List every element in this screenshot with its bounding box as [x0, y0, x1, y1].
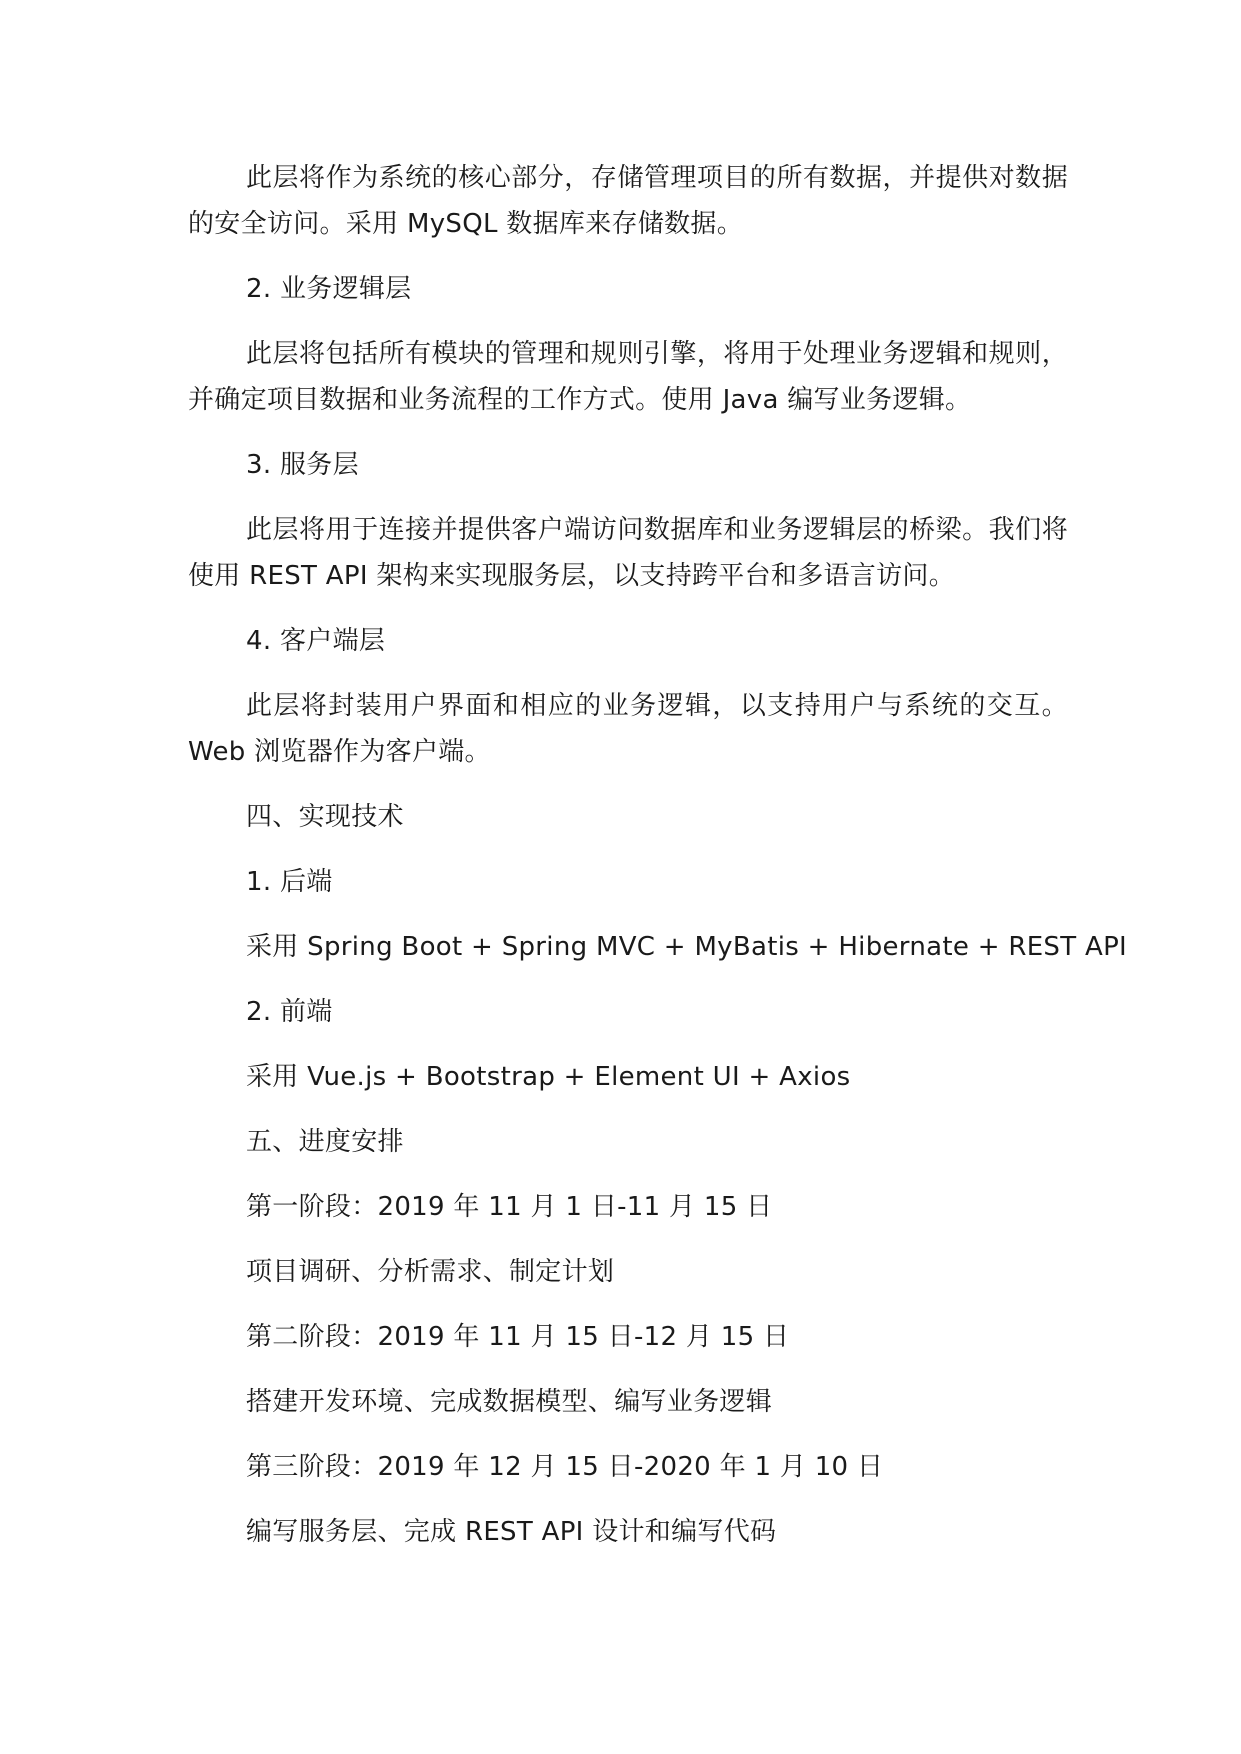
schedule-phase-2-tasks: 搭建开发环境、完成数据模型、编写业务逻辑 — [246, 1387, 773, 1417]
heading-business-logic-layer: 2. 业务逻辑层 — [246, 274, 412, 304]
schedule-phase-1-date: 第一阶段：2019 年 11 月 1 日-11 月 15 日 — [246, 1192, 773, 1222]
heading-schedule: 五、进度安排 — [246, 1127, 404, 1157]
schedule-phase-3-date: 第三阶段：2019 年 12 月 15 日-2020 年 1 月 10 日 — [246, 1452, 884, 1482]
heading-service-layer: 3. 服务层 — [246, 450, 359, 480]
schedule-phase-3-tasks: 编写服务层、完成 REST API 设计和编写代码 — [246, 1517, 777, 1547]
schedule-phase-2-date: 第二阶段：2019 年 11 月 15 日-12 月 15 日 — [246, 1322, 790, 1352]
heading-implementation-tech: 四、实现技术 — [246, 802, 404, 832]
heading-backend: 1. 后端 — [246, 867, 333, 897]
paragraph-service-layer: 此层将用于连接并提供客户端访问数据库和业务逻辑层的桥梁。我们将使用 REST API 架构来实现服务层，以支持跨平台和多语言访问。 — [188, 515, 1068, 591]
heading-client-layer: 4. 客户端层 — [246, 626, 386, 656]
text-frontend-stack: 采用 Vue.js + Bootstrap + Element UI + Axios — [246, 1062, 851, 1092]
document-body — [188, 155, 1128, 1555]
heading-frontend: 2. 前端 — [246, 997, 333, 1027]
schedule-phase-1-tasks: 项目调研、分析需求、制定计划 — [246, 1257, 615, 1287]
paragraph-client-layer: 此层将封装用户界面和相应的业务逻辑，以支持用户与系统的交互。Web 浏览器作为客户端。 — [188, 691, 1068, 767]
paragraph-data-layer: 此层将作为系统的核心部分，存储管理项目的所有数据，并提供对数据的安全访问。采用 MySQL 数据库来存储数据。 — [188, 163, 1068, 239]
text-backend-stack: 采用 Spring Boot + Spring MVC + MyBatis + Hibernate + REST API — [246, 932, 1128, 962]
paragraph-business-logic-layer: 此层将包括所有模块的管理和规则引擎，将用于处理业务逻辑和规则，并确定项目数据和业务流程的工作方式。使用 Java 编写业务逻辑。 — [188, 339, 1068, 415]
